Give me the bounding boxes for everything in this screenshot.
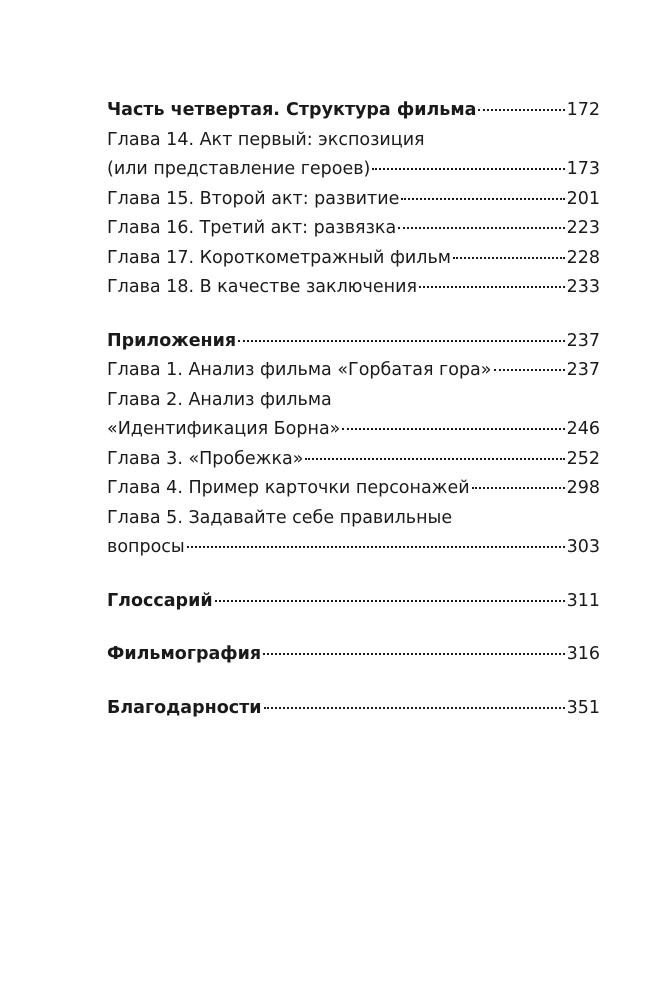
toc-heading bbox=[107, 640, 600, 670]
toc-page-number: 173 bbox=[566, 159, 600, 179]
toc-heading bbox=[107, 587, 600, 617]
toc-heading bbox=[107, 327, 600, 357]
toc-heading-text: Приложения bbox=[107, 330, 237, 351]
toc-page-number: 237 bbox=[566, 330, 600, 351]
toc-section-part-four bbox=[107, 96, 600, 303]
toc-page-number: 351 bbox=[566, 697, 600, 718]
dot-leader bbox=[264, 707, 565, 709]
toc-item-text: Глава 18. В качестве заключения bbox=[107, 277, 417, 297]
dot-leader bbox=[215, 600, 565, 602]
table-of-contents bbox=[107, 96, 600, 723]
dot-leader bbox=[478, 109, 564, 111]
toc-item bbox=[107, 356, 600, 386]
toc-heading-text: Благодарности bbox=[107, 697, 262, 718]
toc-item bbox=[107, 533, 600, 563]
toc-page-number: 201 bbox=[566, 188, 600, 209]
toc-item-text: Глава 4. Пример карточки персонажей bbox=[107, 478, 470, 498]
dot-leader bbox=[419, 286, 565, 288]
toc-item-text: Глава 1. Анализ фильма «Горбатая гора» bbox=[107, 360, 492, 380]
toc-item bbox=[107, 244, 600, 274]
dot-leader bbox=[305, 458, 564, 460]
toc-page-number: 223 bbox=[566, 218, 600, 238]
toc-heading bbox=[107, 694, 600, 724]
toc-item bbox=[107, 155, 600, 185]
toc-item-text: Глава 15. Второй акт: развитие bbox=[107, 188, 400, 209]
toc-item-text: (или представление героев) bbox=[107, 159, 371, 179]
toc-item-line1: Глава 14. Акт первый: экспозиция bbox=[107, 129, 425, 150]
dot-leader bbox=[401, 198, 564, 200]
toc-page-number: 252 bbox=[566, 448, 600, 469]
dot-leader bbox=[472, 487, 565, 489]
dot-leader bbox=[238, 340, 564, 342]
toc-page-number: 303 bbox=[566, 537, 600, 557]
toc-heading-text: Часть четвертая. Структура фильма bbox=[107, 100, 477, 120]
toc-section-acknowledgements bbox=[107, 694, 600, 724]
toc-heading-text: Фильмография bbox=[107, 644, 262, 664]
dot-leader bbox=[263, 653, 564, 655]
toc-section-glossary bbox=[107, 587, 600, 617]
toc-item bbox=[107, 415, 600, 445]
toc-page-number: 237 bbox=[566, 360, 600, 380]
toc-item bbox=[107, 185, 600, 215]
toc-page-number: 316 bbox=[566, 644, 600, 664]
toc-item-text: Глава 17. Короткометражный фильм bbox=[107, 247, 451, 268]
toc-page-number: 172 bbox=[566, 100, 600, 120]
toc-heading bbox=[107, 96, 600, 126]
toc-item bbox=[107, 474, 600, 504]
toc-item-text: Глава 16. Третий акт: развязка bbox=[107, 218, 397, 238]
toc-item-text: вопросы bbox=[107, 537, 185, 557]
toc-page-number: 228 bbox=[566, 247, 600, 268]
toc-item-line1: Глава 2. Анализ фильма bbox=[107, 389, 332, 410]
dot-leader bbox=[342, 428, 564, 430]
dot-leader bbox=[187, 546, 565, 548]
toc-item bbox=[107, 214, 600, 244]
toc-section-filmography bbox=[107, 640, 600, 670]
toc-section-appendices bbox=[107, 327, 600, 563]
toc-page-number: 233 bbox=[566, 277, 600, 297]
toc-item-line1: Глава 5. Задавайте себе правильные bbox=[107, 507, 453, 528]
toc-page-number: 298 bbox=[566, 478, 600, 498]
dot-leader bbox=[372, 168, 564, 170]
dot-leader bbox=[398, 227, 564, 229]
dot-leader bbox=[453, 257, 565, 259]
toc-item-text: Глава 3. «Пробежка» bbox=[107, 448, 304, 469]
toc-heading-text: Глоссарий bbox=[107, 590, 213, 611]
toc-page-number: 246 bbox=[566, 419, 600, 439]
toc-item-text: «Идентификация Борна» bbox=[107, 419, 341, 439]
toc-page-number: 311 bbox=[566, 590, 600, 611]
toc-item bbox=[107, 273, 600, 303]
dot-leader bbox=[494, 369, 565, 371]
toc-item bbox=[107, 445, 600, 475]
